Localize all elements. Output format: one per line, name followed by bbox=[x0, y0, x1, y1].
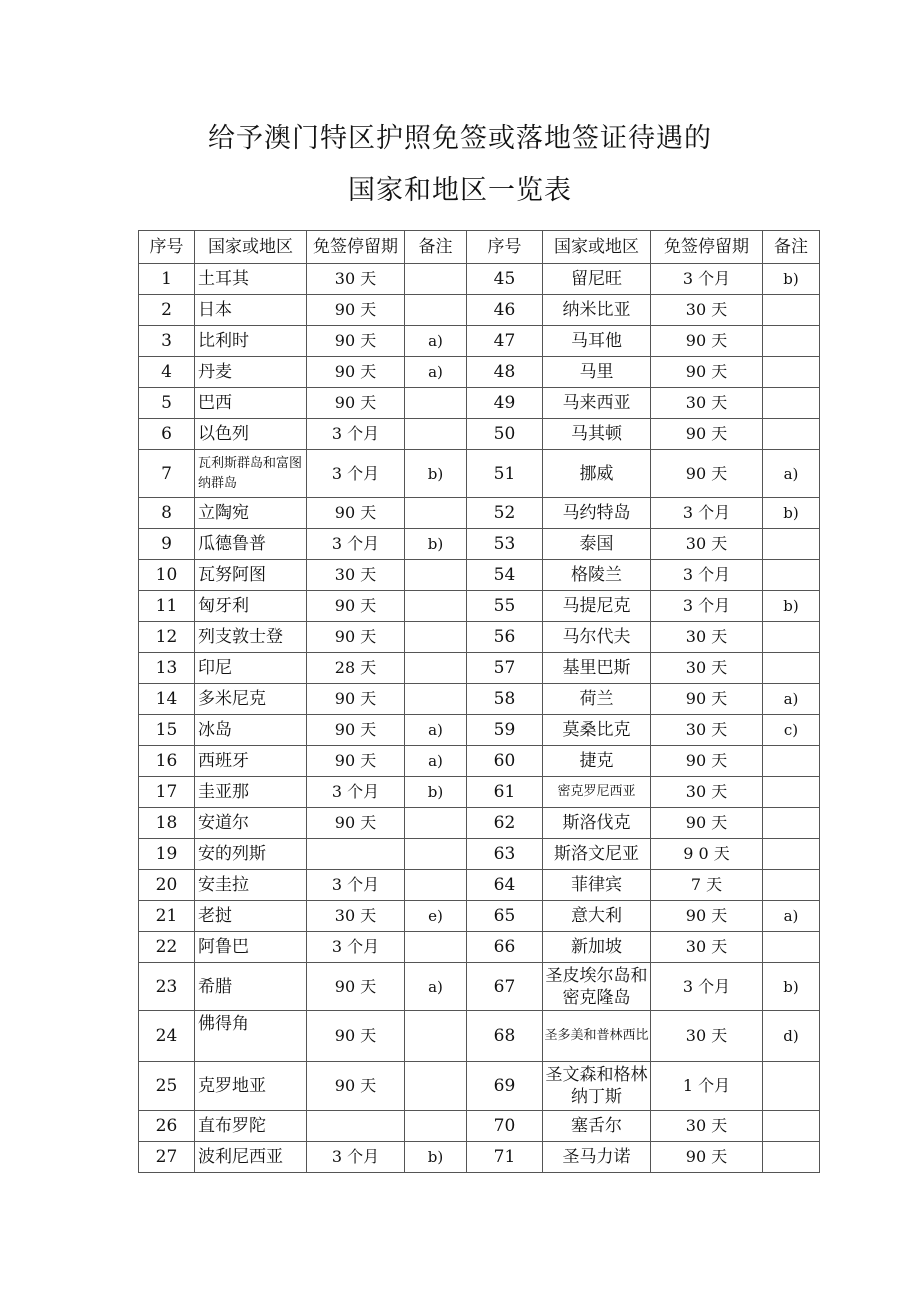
table-row bbox=[139, 870, 820, 901]
right-note-cell bbox=[763, 1062, 820, 1111]
right-name-cell: 马提尼克 bbox=[543, 591, 651, 622]
right-no-cell: 55 bbox=[467, 591, 543, 622]
left-no-cell: 4 bbox=[139, 357, 195, 388]
right-no-cell: 62 bbox=[467, 808, 543, 839]
left-no-cell: 13 bbox=[139, 653, 195, 684]
right-stay-cell: 90 天 bbox=[651, 450, 763, 498]
right-no-cell: 51 bbox=[467, 450, 543, 498]
table-row bbox=[139, 1011, 820, 1062]
left-name-cell: 圭亚那 bbox=[195, 777, 307, 808]
right-stay-cell: 90 天 bbox=[651, 419, 763, 450]
left-name-cell: 以色列 bbox=[195, 419, 307, 450]
left-note-cell: a) bbox=[405, 963, 467, 1011]
right-stay-cell: 30 天 bbox=[651, 932, 763, 963]
left-stay-cell: 90 天 bbox=[307, 746, 405, 777]
right-note-cell: b) bbox=[763, 498, 820, 529]
left-note-cell bbox=[405, 1011, 467, 1062]
left-stay-cell: 90 天 bbox=[307, 808, 405, 839]
right-name-cell: 圣马力诺 bbox=[543, 1142, 651, 1173]
right-name-cell: 挪威 bbox=[543, 450, 651, 498]
left-stay-cell: 90 天 bbox=[307, 326, 405, 357]
left-no-cell: 6 bbox=[139, 419, 195, 450]
right-stay-cell: 3 个月 bbox=[651, 264, 763, 295]
table-row bbox=[139, 560, 820, 591]
left-note-cell: a) bbox=[405, 746, 467, 777]
left-name-cell: 瓦努阿图 bbox=[195, 560, 307, 591]
left-name-cell: 印尼 bbox=[195, 653, 307, 684]
left-no-cell: 9 bbox=[139, 529, 195, 560]
left-name-cell: 列支敦士登 bbox=[195, 622, 307, 653]
right-stay-cell: 30 天 bbox=[651, 1011, 763, 1062]
right-name-cell: 圣文森和格林纳丁斯 bbox=[543, 1062, 651, 1111]
table-row bbox=[139, 388, 820, 419]
left-stay-cell: 90 天 bbox=[307, 498, 405, 529]
right-no-cell: 61 bbox=[467, 777, 543, 808]
left-note-cell bbox=[405, 388, 467, 419]
left-stay-cell: 3 个月 bbox=[307, 450, 405, 498]
left-stay-cell: 90 天 bbox=[307, 684, 405, 715]
left-note-cell bbox=[405, 653, 467, 684]
right-no-cell: 57 bbox=[467, 653, 543, 684]
table-row bbox=[139, 932, 820, 963]
left-note-cell bbox=[405, 1062, 467, 1111]
right-stay-cell: 30 天 bbox=[651, 388, 763, 419]
table-row bbox=[139, 357, 820, 388]
left-stay-cell: 90 天 bbox=[307, 963, 405, 1011]
right-no-cell: 64 bbox=[467, 870, 543, 901]
left-note-cell: e) bbox=[405, 901, 467, 932]
left-name-cell: 立陶宛 bbox=[195, 498, 307, 529]
left-stay-cell: 90 天 bbox=[307, 357, 405, 388]
left-name-cell: 多米尼克 bbox=[195, 684, 307, 715]
left-no-cell: 2 bbox=[139, 295, 195, 326]
header-stay-left: 免签停留期 bbox=[307, 231, 405, 264]
left-no-cell: 7 bbox=[139, 450, 195, 498]
right-note-cell: b) bbox=[763, 591, 820, 622]
right-stay-cell: 3 个月 bbox=[651, 591, 763, 622]
left-no-cell: 10 bbox=[139, 560, 195, 591]
left-name-cell: 波利尼西亚 bbox=[195, 1142, 307, 1173]
left-stay-cell: 3 个月 bbox=[307, 529, 405, 560]
right-stay-cell: 90 天 bbox=[651, 1142, 763, 1173]
left-stay-cell bbox=[307, 839, 405, 870]
right-no-cell: 53 bbox=[467, 529, 543, 560]
right-note-cell: d) bbox=[763, 1011, 820, 1062]
left-name-cell: 克罗地亚 bbox=[195, 1062, 307, 1111]
left-note-cell bbox=[405, 870, 467, 901]
left-no-cell: 19 bbox=[139, 839, 195, 870]
left-note-cell bbox=[405, 622, 467, 653]
left-name-cell: 安圭拉 bbox=[195, 870, 307, 901]
right-note-cell bbox=[763, 560, 820, 591]
left-no-cell: 27 bbox=[139, 1142, 195, 1173]
left-name-cell: 日本 bbox=[195, 295, 307, 326]
left-no-cell: 3 bbox=[139, 326, 195, 357]
right-no-cell: 58 bbox=[467, 684, 543, 715]
right-name-cell: 马来西亚 bbox=[543, 388, 651, 419]
right-name-cell: 格陵兰 bbox=[543, 560, 651, 591]
visa-free-table bbox=[138, 230, 820, 1173]
table-row bbox=[139, 684, 820, 715]
table-row bbox=[139, 1142, 820, 1173]
table-row bbox=[139, 1111, 820, 1142]
table-row bbox=[139, 264, 820, 295]
left-no-cell: 17 bbox=[139, 777, 195, 808]
right-name-cell: 基里巴斯 bbox=[543, 653, 651, 684]
left-note-cell bbox=[405, 839, 467, 870]
right-stay-cell: 3 个月 bbox=[651, 560, 763, 591]
left-stay-cell: 90 天 bbox=[307, 591, 405, 622]
left-note-cell bbox=[405, 591, 467, 622]
table-body bbox=[139, 264, 820, 1173]
right-stay-cell: 90 天 bbox=[651, 808, 763, 839]
right-note-cell bbox=[763, 1111, 820, 1142]
right-no-cell: 68 bbox=[467, 1011, 543, 1062]
left-name-cell: 直布罗陀 bbox=[195, 1111, 307, 1142]
right-name-cell: 密克罗尼西亚 bbox=[543, 777, 651, 808]
left-note-cell: b) bbox=[405, 777, 467, 808]
right-no-cell: 71 bbox=[467, 1142, 543, 1173]
right-note-cell bbox=[763, 388, 820, 419]
left-stay-cell: 3 个月 bbox=[307, 777, 405, 808]
right-stay-cell: 90 天 bbox=[651, 684, 763, 715]
right-stay-cell: 90 天 bbox=[651, 901, 763, 932]
left-no-cell: 26 bbox=[139, 1111, 195, 1142]
header-country-left: 国家或地区 bbox=[195, 231, 307, 264]
right-name-cell: 圣多美和普林西比 bbox=[543, 1011, 651, 1062]
right-no-cell: 59 bbox=[467, 715, 543, 746]
right-note-cell bbox=[763, 1142, 820, 1173]
table-row bbox=[139, 450, 820, 498]
right-no-cell: 45 bbox=[467, 264, 543, 295]
right-note-cell: a) bbox=[763, 901, 820, 932]
table-row bbox=[139, 419, 820, 450]
document-title-line-2: 国家和地区一览表 bbox=[348, 175, 572, 206]
table-row bbox=[139, 591, 820, 622]
left-stay-cell: 3 个月 bbox=[307, 419, 405, 450]
right-name-cell: 新加坡 bbox=[543, 932, 651, 963]
right-name-cell: 留尼旺 bbox=[543, 264, 651, 295]
left-name-cell: 瓜德鲁普 bbox=[195, 529, 307, 560]
left-no-cell: 21 bbox=[139, 901, 195, 932]
table-row bbox=[139, 498, 820, 529]
right-name-cell: 塞舌尔 bbox=[543, 1111, 651, 1142]
right-name-cell: 马约特岛 bbox=[543, 498, 651, 529]
right-no-cell: 69 bbox=[467, 1062, 543, 1111]
left-note-cell bbox=[405, 684, 467, 715]
right-note-cell bbox=[763, 808, 820, 839]
right-note-cell: a) bbox=[763, 684, 820, 715]
left-note-cell bbox=[405, 419, 467, 450]
right-no-cell: 47 bbox=[467, 326, 543, 357]
left-name-cell: 冰岛 bbox=[195, 715, 307, 746]
left-note-cell bbox=[405, 808, 467, 839]
right-name-cell: 意大利 bbox=[543, 901, 651, 932]
table-row bbox=[139, 326, 820, 357]
left-no-cell: 25 bbox=[139, 1062, 195, 1111]
left-name-cell: 老挝 bbox=[195, 901, 307, 932]
right-note-cell bbox=[763, 419, 820, 450]
right-stay-cell: 30 天 bbox=[651, 1111, 763, 1142]
left-name-cell: 匈牙利 bbox=[195, 591, 307, 622]
right-name-cell: 马里 bbox=[543, 357, 651, 388]
table-row bbox=[139, 622, 820, 653]
left-no-cell: 14 bbox=[139, 684, 195, 715]
left-stay-cell: 90 天 bbox=[307, 622, 405, 653]
table-row bbox=[139, 963, 820, 1011]
right-name-cell: 马耳他 bbox=[543, 326, 651, 357]
header-note-right: 备注 bbox=[763, 231, 820, 264]
left-note-cell: a) bbox=[405, 715, 467, 746]
right-note-cell bbox=[763, 622, 820, 653]
right-stay-cell: 9 0 天 bbox=[651, 839, 763, 870]
left-stay-cell: 90 天 bbox=[307, 715, 405, 746]
right-name-cell: 斯洛文尼亚 bbox=[543, 839, 651, 870]
header-stay-right: 免签停留期 bbox=[651, 231, 763, 264]
right-note-cell bbox=[763, 529, 820, 560]
left-note-cell bbox=[405, 264, 467, 295]
right-name-cell: 马其顿 bbox=[543, 419, 651, 450]
table-row bbox=[139, 715, 820, 746]
left-no-cell: 20 bbox=[139, 870, 195, 901]
left-note-cell: b) bbox=[405, 450, 467, 498]
right-note-cell: b) bbox=[763, 963, 820, 1011]
table-row bbox=[139, 777, 820, 808]
right-no-cell: 56 bbox=[467, 622, 543, 653]
right-no-cell: 48 bbox=[467, 357, 543, 388]
left-note-cell: a) bbox=[405, 326, 467, 357]
left-name-cell: 安的列斯 bbox=[195, 839, 307, 870]
left-note-cell bbox=[405, 560, 467, 591]
right-stay-cell: 90 天 bbox=[651, 326, 763, 357]
right-stay-cell: 30 天 bbox=[651, 295, 763, 326]
right-stay-cell: 30 天 bbox=[651, 653, 763, 684]
left-no-cell: 11 bbox=[139, 591, 195, 622]
left-name-cell: 安道尔 bbox=[195, 808, 307, 839]
header-no-right: 序号 bbox=[467, 231, 543, 264]
left-name-cell: 土耳其 bbox=[195, 264, 307, 295]
right-no-cell: 60 bbox=[467, 746, 543, 777]
left-note-cell bbox=[405, 295, 467, 326]
left-no-cell: 24 bbox=[139, 1011, 195, 1062]
table-row bbox=[139, 1062, 820, 1111]
left-name-cell: 巴西 bbox=[195, 388, 307, 419]
right-name-cell: 圣皮埃尔岛和密克隆岛 bbox=[543, 963, 651, 1011]
right-no-cell: 66 bbox=[467, 932, 543, 963]
left-stay-cell: 30 天 bbox=[307, 264, 405, 295]
left-stay-cell: 3 个月 bbox=[307, 1142, 405, 1173]
right-stay-cell: 90 天 bbox=[651, 357, 763, 388]
right-stay-cell: 30 天 bbox=[651, 622, 763, 653]
right-name-cell: 纳米比亚 bbox=[543, 295, 651, 326]
left-name-cell: 佛得角 bbox=[195, 1011, 307, 1062]
left-note-cell: b) bbox=[405, 529, 467, 560]
right-note-cell bbox=[763, 357, 820, 388]
table-row bbox=[139, 529, 820, 560]
right-note-cell bbox=[763, 932, 820, 963]
right-no-cell: 52 bbox=[467, 498, 543, 529]
left-no-cell: 8 bbox=[139, 498, 195, 529]
right-note-cell: b) bbox=[763, 264, 820, 295]
left-stay-cell: 90 天 bbox=[307, 1062, 405, 1111]
left-stay-cell bbox=[307, 1111, 405, 1142]
left-no-cell: 18 bbox=[139, 808, 195, 839]
right-note-cell bbox=[763, 653, 820, 684]
left-stay-cell: 3 个月 bbox=[307, 932, 405, 963]
document-title-line-1: 给予澳门特区护照免签或落地签证待遇的 bbox=[208, 123, 712, 154]
left-stay-cell: 90 天 bbox=[307, 1011, 405, 1062]
left-name-cell: 丹麦 bbox=[195, 357, 307, 388]
right-name-cell: 捷克 bbox=[543, 746, 651, 777]
header-note-left: 备注 bbox=[405, 231, 467, 264]
left-no-cell: 5 bbox=[139, 388, 195, 419]
right-name-cell: 斯洛伐克 bbox=[543, 808, 651, 839]
right-note-cell: c) bbox=[763, 715, 820, 746]
right-note-cell bbox=[763, 777, 820, 808]
table-row bbox=[139, 295, 820, 326]
header-country-right: 国家或地区 bbox=[543, 231, 651, 264]
right-no-cell: 50 bbox=[467, 419, 543, 450]
right-stay-cell: 30 天 bbox=[651, 529, 763, 560]
left-name-cell: 希腊 bbox=[195, 963, 307, 1011]
right-stay-cell: 7 天 bbox=[651, 870, 763, 901]
left-no-cell: 12 bbox=[139, 622, 195, 653]
left-name-cell: 比利时 bbox=[195, 326, 307, 357]
right-no-cell: 70 bbox=[467, 1111, 543, 1142]
right-note-cell bbox=[763, 326, 820, 357]
left-name-cell: 阿鲁巴 bbox=[195, 932, 307, 963]
left-no-cell: 16 bbox=[139, 746, 195, 777]
right-note-cell: a) bbox=[763, 450, 820, 498]
right-no-cell: 67 bbox=[467, 963, 543, 1011]
left-note-cell: b) bbox=[405, 1142, 467, 1173]
left-note-cell bbox=[405, 498, 467, 529]
left-stay-cell: 90 天 bbox=[307, 388, 405, 419]
right-name-cell: 莫桑比克 bbox=[543, 715, 651, 746]
right-stay-cell: 3 个月 bbox=[651, 498, 763, 529]
right-name-cell: 菲律宾 bbox=[543, 870, 651, 901]
right-stay-cell: 1 个月 bbox=[651, 1062, 763, 1111]
left-note-cell: a) bbox=[405, 357, 467, 388]
left-no-cell: 22 bbox=[139, 932, 195, 963]
right-stay-cell: 30 天 bbox=[651, 777, 763, 808]
table-row bbox=[139, 653, 820, 684]
left-stay-cell: 28 天 bbox=[307, 653, 405, 684]
right-note-cell bbox=[763, 746, 820, 777]
left-stay-cell: 30 天 bbox=[307, 901, 405, 932]
right-no-cell: 46 bbox=[467, 295, 543, 326]
left-name-cell: 瓦利斯群岛和富图纳群岛 bbox=[195, 450, 307, 498]
right-note-cell bbox=[763, 870, 820, 901]
left-no-cell: 15 bbox=[139, 715, 195, 746]
left-name-cell: 西班牙 bbox=[195, 746, 307, 777]
table-header-row bbox=[139, 231, 820, 264]
right-no-cell: 54 bbox=[467, 560, 543, 591]
left-stay-cell: 3 个月 bbox=[307, 870, 405, 901]
left-note-cell bbox=[405, 1111, 467, 1142]
table-row bbox=[139, 839, 820, 870]
table-row bbox=[139, 746, 820, 777]
right-name-cell: 荷兰 bbox=[543, 684, 651, 715]
right-no-cell: 63 bbox=[467, 839, 543, 870]
right-stay-cell: 90 天 bbox=[651, 746, 763, 777]
right-name-cell: 马尔代夫 bbox=[543, 622, 651, 653]
left-stay-cell: 30 天 bbox=[307, 560, 405, 591]
right-stay-cell: 30 天 bbox=[651, 715, 763, 746]
right-note-cell bbox=[763, 839, 820, 870]
right-note-cell bbox=[763, 295, 820, 326]
table-row bbox=[139, 808, 820, 839]
header-no-left: 序号 bbox=[139, 231, 195, 264]
right-name-cell: 泰国 bbox=[543, 529, 651, 560]
right-no-cell: 65 bbox=[467, 901, 543, 932]
right-no-cell: 49 bbox=[467, 388, 543, 419]
left-no-cell: 1 bbox=[139, 264, 195, 295]
table-row bbox=[139, 901, 820, 932]
right-stay-cell: 3 个月 bbox=[651, 963, 763, 1011]
left-no-cell: 23 bbox=[139, 963, 195, 1011]
left-note-cell bbox=[405, 932, 467, 963]
left-stay-cell: 90 天 bbox=[307, 295, 405, 326]
